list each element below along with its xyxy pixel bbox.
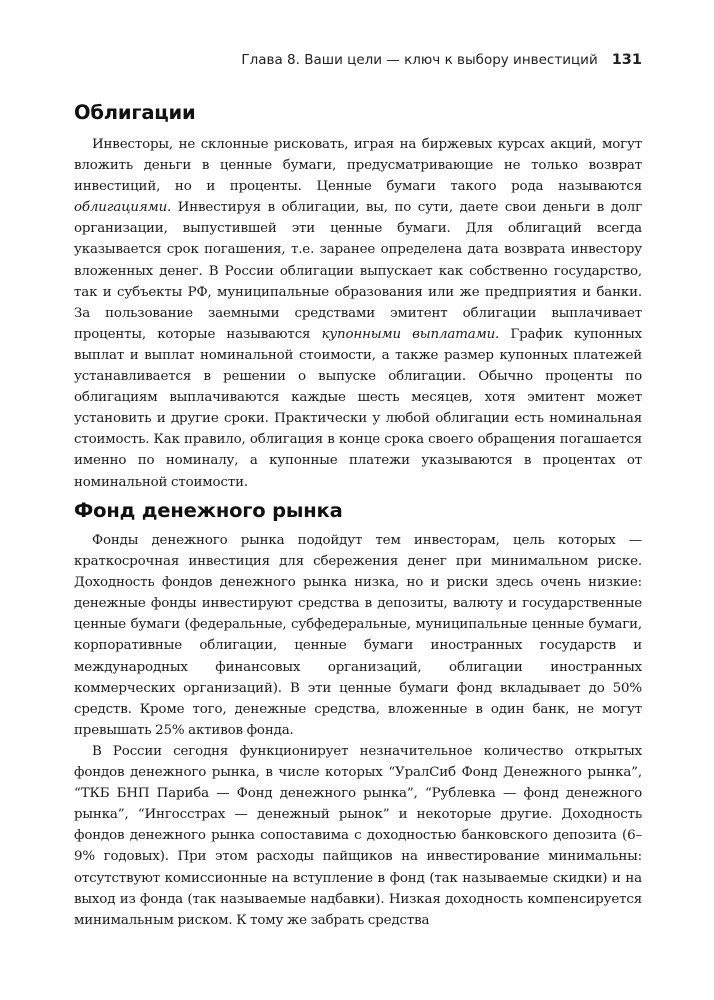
- section-body-money-market-fund: [74, 530, 642, 931]
- page-number: 131: [611, 52, 642, 68]
- paragraph: Инвесторы, не склонные рисковать, играя на биржевых курсах акций, могут вложить деньги в ценные бумаги, предусматривающие не только возврат инвестиций, но и проценты. Ценные бумаги такого рода называются облигациями. Инвестируя в облигации, вы, по сути, даете свои деньги в долг организации, выпустившей эти ценные бумаги. Для облигаций всегда указывается срок погашения, т.е. заранее определена дата возврата инвестору вложенных денег. В России облигации выпускает как собственно государство, так и субъекты РФ, муниципальные образования или же предприятия и банки. За пользование заемными средствами эмитент облигации выплачивает проценты, которые называются купонными выплатами. График купонных выплат и выплат номинальной стоимости, а также размер купонных платежей устанавливается в решении о выпуске облигации. Обычно проценты по облигациям выплачиваются каждые шесть месяцев, хотя эмитент может установить и другие сроки. Практически у любой облигации есть номинальная стоимость. Как правило, облигация в конце срока своего обращения погашается именно по номиналу, а купонные платежи указываются в процентах от номинальной стоимости.: [74, 137, 642, 490]
- paragraph: В России сегодня функционирует незначительное количество открытых фондов денежного рынка, в числе которых “УралСиб Фонд Денежного рынка”, “ТКБ БНП Париба — Фонд денежного рынка”, “Рублевка — фонд денежного рынка”, “Ингосстрах — денежный рынок” и некоторые другие. Доходность фондов денежного рынка сопоставима с доходностью банковского депозита (6–9% годовых). При этом расходы пайщиков на инвестирование минимальны: отсутствуют комиссионные на вступление в фонд (так называемые скидки) и на выход из фонда (так называемые надбавки). Низкая доходность компенсируется минимальным риском. К тому же забрать средства: [74, 743, 642, 928]
- term-italic: купонными выплатами.: [321, 326, 500, 342]
- running-head: [74, 52, 642, 68]
- section-body-bonds: [74, 134, 642, 493]
- paragraph: Фонды денежного рынка подойдут тем инвесторам, цель которых — краткосрочная инвестиция для сбережения денег при минимальном риске. Доходность фондов денежного рынка низка, но и риски здесь очень низкие: денежные фонды инвестируют средства в депозиты, валюту и государственные ценные бумаги (федеральные, субфедеральные, муниципальные ценные бумаги, корпоративные облигации, ценные бумаги иностранных государств и международных финансовых организаций, облигации иностранных коммерческих организаций). В эти ценные бумаги фонд вкладывает до 50% средств. Кроме того, денежные средства, вложенные в один банк, не могут превышать 25% активов фонда.: [74, 533, 642, 738]
- section-heading-bonds: Облигации: [74, 101, 196, 124]
- term-italic: облигациями.: [74, 200, 172, 216]
- chapter-title: Глава 8. Ваши цели — ключ к выбору инвестиций: [241, 52, 598, 68]
- section-heading-money-market-fund: Фонд денежного рынка: [74, 499, 343, 522]
